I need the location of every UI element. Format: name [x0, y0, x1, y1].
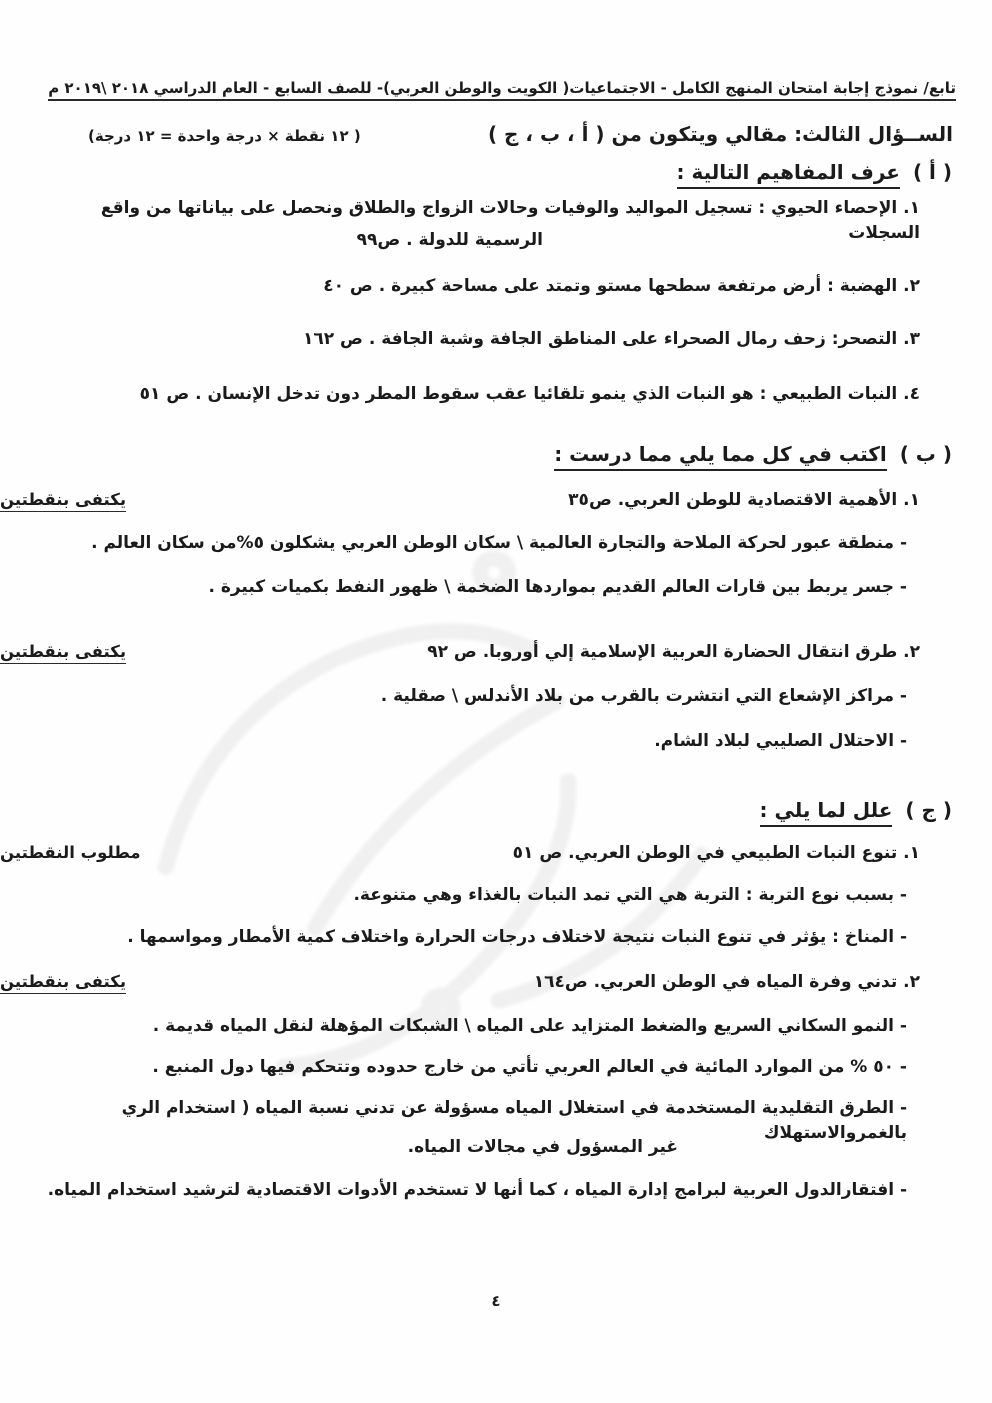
section-a-heading [38, 158, 952, 187]
definition-item-1-line1: ١. الإحصاء الحيوي : تسجيل المواليد والوفيات وحالات الزواج والطلاق ونحصل على بياناتها من واقع السجلات [100, 198, 920, 243]
bullet-c1-2: - المناخ : يؤثر في تنوع النبات نتيجة لاختلاف درجات الحرارة واختلاف كمية الأمطار ومواسمها . [127, 927, 907, 947]
bullet-b2-2: - الاحتلال الصليبي لبلاد الشام. [654, 731, 907, 751]
bullet-c2-3-line2: غير المسؤول في مجالات المياه. [407, 1137, 678, 1157]
exam-continuation-header-text: تابع/ نموذج إجابة امتحان المنهج الكامل - الاجتماعيات( الكويت والوطن العربي)- للصف السابع - العام الدراسي ٢٠١٨ \٢٠١٩ م [48, 79, 956, 101]
section-c-heading [38, 796, 952, 825]
section-b-prefix: ( ب ) [899, 442, 952, 466]
definition-item-2: ٢. الهضبة : أرض مرتفعة سطحها مستو وتمتد على مساحة كبيرة . ص ٤٠ [323, 276, 920, 296]
definition-item-3: ٣. التصحر: زحف رمال الصحراء على المناطق الجافة وشبة الجافة . ص ١٦٢ [302, 329, 920, 349]
question-title: الســؤال الثالث: مقالي ويتكون من ( أ ، ب ، ج ) [487, 122, 953, 146]
section-b-heading [38, 440, 952, 469]
section-a-prefix: ( أ ) [912, 160, 952, 184]
exam-continuation-header [36, 78, 956, 100]
bullet-b2-1: - مراكز الإشعاع التي انتشرت بالقرب من بلاد الأندلس \ صقلية . [380, 686, 907, 706]
grading-note-b2: يكتفى بنقطتين [0, 642, 274, 664]
section-c-item-2: ٢. تدني وفرة المياه في الوطن العربي. ص١٦٤ [533, 972, 920, 992]
bullet-b1-1: - منطقة عبور لحركة الملاحة والتجارة العالمية \ سكان الوطن العربي يشكلون ٥%من سكان العالم . [91, 533, 907, 553]
bullet-c2-2: - ٥٠ % من الموارد المائية في العالم العربي تأتي من خارج حدوده وتتحكم فيها دول المنبع . [152, 1057, 907, 1077]
bullet-c2-4: - افتقارالدول العربية لبرامج إدارة المياه ، كما أنها لا تستخدم الأدوات الاقتصادية لترشيد استخدام المياه. [47, 1180, 907, 1200]
section-c-heading-text: علل لما يلي : [760, 798, 893, 827]
section-b-item-2: ٢. طرق انتقال الحضارة العربية الإسلامية إلي أوروبا. ص ٩٢ [427, 642, 920, 662]
bullet-c2-1: - النمو السكاني السريع والضغط المتزايد على المياه \ الشبكات المؤهلة لنقل المياه قديمة . [152, 1016, 907, 1036]
page-number: ٤ [491, 1292, 501, 1310]
section-c-item-1: ١. تنوع النبات الطبيعي في الوطن العربي. ص ٥١ [512, 843, 920, 863]
points-note: ( ١٢ نقطة × درجة واحدة = ١٢ درجة) [88, 127, 361, 145]
bullet-b1-2: - جسر يربط بين قارات العالم القديم بمواردها الضخمة \ ظهور النفط بكميات كبيرة . [208, 577, 907, 597]
bullet-c1-1: - بسبب نوع التربة : التربة هي التي تمد النبات بالغذاء وهي متنوعة. [353, 885, 907, 905]
section-b-heading-text: اكتب في كل مما يلي مما درست : [554, 442, 887, 471]
section-b-item-1: ١. الأهمية الاقتصادية للوطن العربي. ص٣٥ [568, 490, 920, 510]
definition-item-4: ٤. النبات الطبيعي : هو النبات الذي ينمو تلقائيا عقب سقوط المطر دون تدخل الإنسان . ص ٥١ [139, 384, 920, 404]
grading-note-c1: مطلوب النقطتين [0, 843, 141, 862]
definition-item-1-line2: الرسمية للدولة . ص٩٩ [356, 230, 543, 250]
section-a-heading-text: عرف المفاهيم التالية : [677, 160, 900, 189]
bullet-c2-3-line1: - الطرق التقليدية المستخدمة في استغلال المياه مسؤولة عن تدني نسبة المياه ( استخدام الري بالغمروالاستهلاك [121, 1098, 907, 1143]
grading-note-c2: يكتفى بنقطتين [0, 972, 274, 994]
section-c-prefix: ( ج ) [905, 798, 952, 822]
grading-note-b1: يكتفى بنقطتين [0, 490, 274, 512]
